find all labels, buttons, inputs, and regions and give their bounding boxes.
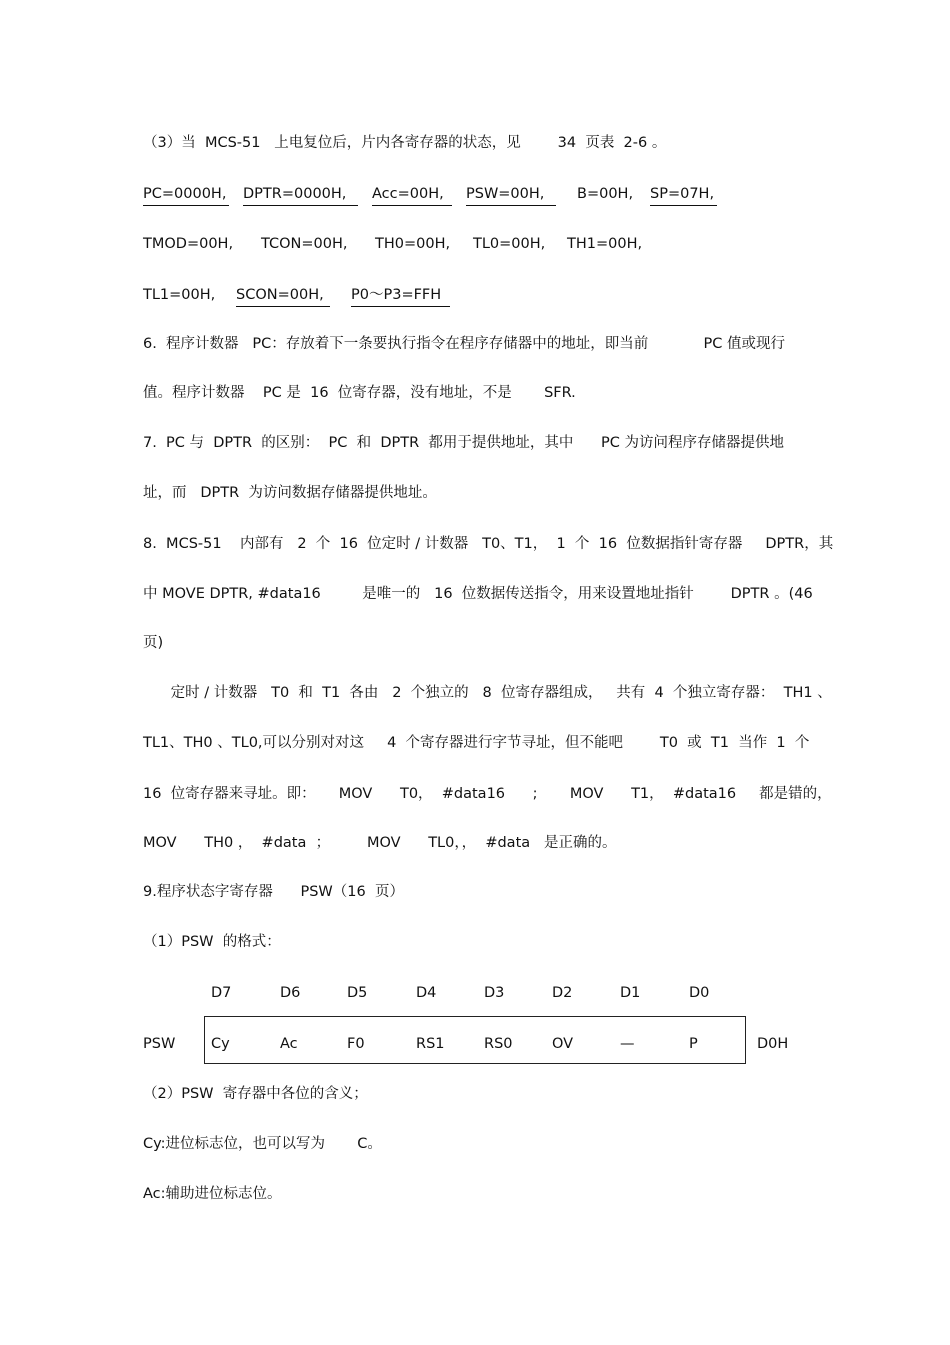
psw-format-title: （1）PSW 的格式： — [143, 934, 281, 950]
reset-th1: TH1=00H, — [567, 236, 643, 252]
timer-para-line-3: 16 位寄存器来寻址。即： MOV T0， #data16 ; MOV T1， #data16 都是错的， — [143, 786, 832, 802]
reset-tcon: TCON=00H, — [261, 236, 348, 252]
psw-bit-name: OV — [552, 1036, 574, 1052]
psw-bit-name: F0 — [347, 1036, 365, 1052]
psw-bit-name: RS1 — [416, 1036, 445, 1052]
reset-tl1: TL1=00H, — [143, 287, 216, 303]
item-8-line-1: 8. MCS-51 内部有 2 个 16 位定时 / 计数器 T0、T1， 1 个 16 位数据指针寄存器 DPTR，其 — [143, 536, 834, 552]
section-3-line: （3）当 MCS-51 上电复位后，片内各寄存器的状态，见 34 页表 2-6 。 — [143, 135, 667, 151]
reset-scon: SCON=00H, — [236, 285, 330, 307]
reset-psw: PSW=00H, — [466, 184, 556, 206]
psw-bit-header: D0 — [689, 985, 710, 1001]
psw-bit-name: P — [689, 1036, 698, 1052]
psw-label: PSW — [143, 1036, 176, 1052]
psw-bit-name: — — [620, 1036, 635, 1052]
item-8-line-3: 页) — [143, 635, 164, 651]
psw-bit-header: D7 — [211, 985, 232, 1001]
reset-pc: PC=0000H, — [143, 184, 229, 206]
ac-description: Ac:辅助进位标志位。 — [143, 1186, 282, 1202]
item-6-line-2: 值。程序计数器 PC 是 16 位寄存器，没有地址，不是 SFR. — [143, 385, 576, 401]
reset-sp: SP=07H, — [650, 184, 717, 206]
psw-bit-name: Ac — [280, 1036, 298, 1052]
reset-tmod: TMOD=00H, — [143, 236, 234, 252]
item-7-line-1: 7. PC 与 DPTR 的区别： PC 和 DPTR 都用于提供地址，其中 PC 为访问程序存储器提供地 — [143, 435, 785, 451]
reset-b: B=00H, — [577, 186, 634, 202]
psw-bit-header: D2 — [552, 985, 573, 1001]
psw-meaning-title: （2）PSW 寄存器中各位的含义； — [143, 1086, 368, 1102]
item-6-line-1: 6. 程序计数器 PC：存放着下一条要执行指令在程序存储器中的地址，即当前 PC 值或现行 — [143, 336, 786, 352]
reset-th0: TH0=00H, — [375, 236, 451, 252]
psw-bit-name: Cy — [211, 1036, 230, 1052]
reset-ports: P0～P3=FFH — [351, 285, 450, 307]
reset-acc: Acc=00H, — [372, 184, 452, 206]
psw-bit-header: D4 — [416, 985, 437, 1001]
cy-description: Cy:进位标志位，也可以写为 C。 — [143, 1136, 382, 1152]
item-9-title: 9.程序状态字寄存器 PSW（16 页） — [143, 884, 404, 900]
timer-para-line-1: 定时 / 计数器 T0 和 T1 各由 2 个独立的 8 位寄存器组成， 共有 4 个独立寄存器： TH1 、 — [143, 685, 832, 701]
psw-bit-header: D5 — [347, 985, 368, 1001]
reset-dptr: DPTR=0000H, — [243, 184, 358, 206]
psw-bit-name: RS0 — [484, 1036, 513, 1052]
reset-tl0: TL0=00H, — [473, 236, 546, 252]
timer-para-line-2: TL1、TH0 、TL0,可以分别对对这 4 个寄存器进行字节寻址，但不能吧 T0 或 T1 当作 1 个 — [143, 735, 810, 751]
psw-bit-header: D3 — [484, 985, 505, 1001]
timer-para-line-4: MOV TH0 ， #data ； MOV TL0，， #data 是正确的。 — [143, 835, 617, 851]
psw-bit-header: D1 — [620, 985, 641, 1001]
item-8-line-2: 中 MOVE DPTR, #data16 是唯一的 16 位数据传送指令，用来设置地址指针 DPTR 。(46 — [143, 586, 813, 602]
psw-address: D0H — [757, 1036, 789, 1052]
psw-bit-header: D6 — [280, 985, 301, 1001]
item-7-line-2: 址，而 DPTR 为访问数据存储器提供地址。 — [143, 485, 437, 501]
